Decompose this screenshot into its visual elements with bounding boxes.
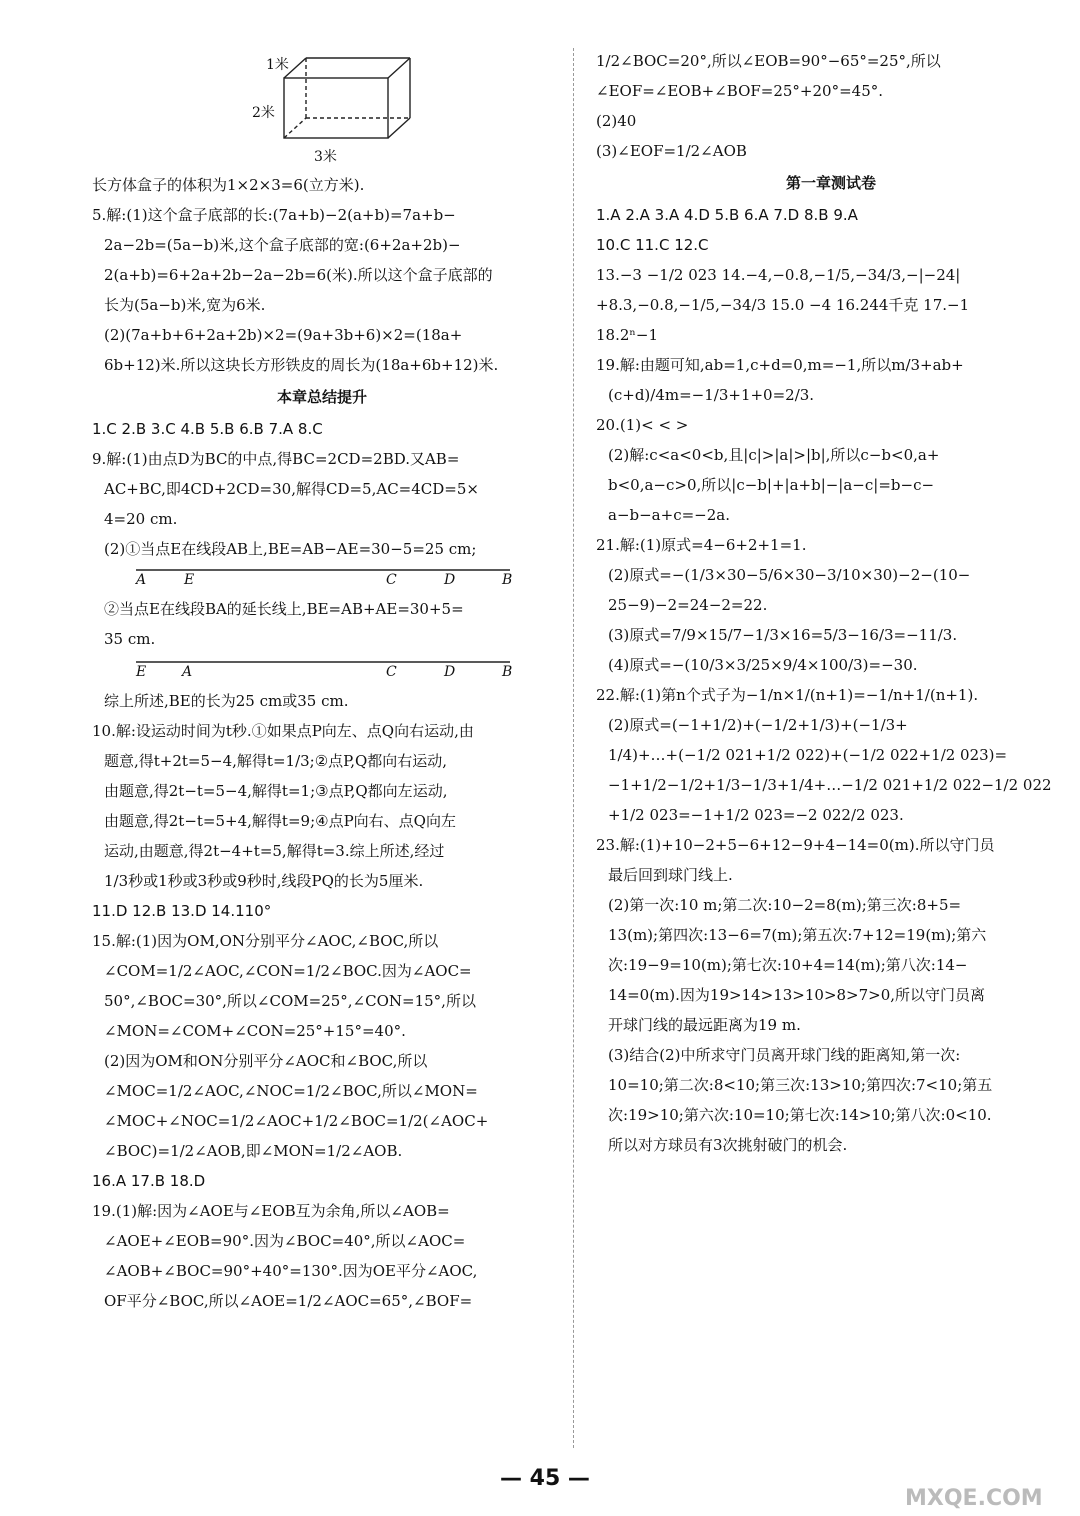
text-line: 35 cm. — [104, 630, 156, 648]
text-line: ∠MOC=1/2∠AOC,∠NOC=1/2∠BOC,所以∠MON= — [104, 1082, 478, 1100]
text-line: 18.2ⁿ−1 — [596, 326, 658, 344]
cuboid-side-label: 2米 — [252, 105, 275, 121]
text-line: +1/2 023=−1+1/2 023=−2 022/2 023. — [608, 806, 904, 824]
text-line: 次:19−9=10(m);第七次:10+4=14(m);第八次:14− — [608, 956, 968, 974]
text-line: 最后回到球门线上. — [608, 866, 733, 884]
text-line: ∠AOB+∠BOC=90°+40°=130°.因为OE平分∠AOC, — [104, 1262, 478, 1280]
point-label: D — [444, 664, 456, 680]
watermark-text: MXQE.COM — [905, 1486, 1043, 1511]
column-divider — [573, 48, 574, 1448]
text-line: 25−9)−2=24−2=22. — [608, 596, 768, 614]
section-title: 第一章测试卷 — [785, 174, 876, 192]
point-label: E — [136, 664, 147, 680]
text-line: ∠MOC+∠NOC=1/2∠AOC+1/2∠BOC=1/2(∠AOC+ — [104, 1112, 489, 1130]
text-line: ②当点E在线段BA的延长线上,BE=AB+AE=30+5= — [104, 600, 464, 618]
text-line: ∠COM=1/2∠AOC,∠CON=1/2∠BOC.因为∠AOC= — [104, 962, 472, 980]
point-label: A — [136, 572, 147, 588]
text-line: 长为(5a−b)米,宽为6米. — [104, 296, 266, 314]
text-line: 由题意,得2t−t=5−4,解得t=1;③点P,Q都向左运动, — [104, 782, 448, 800]
text-line: (2)第一次:10 m;第二次:10−2=8(m);第三次:8+5= — [608, 896, 962, 914]
answer-key-line: 16.A 17.B 18.D — [92, 1172, 206, 1190]
text-line: 次:19>10;第六次:10=10;第七次:14>10;第八次:0<10. — [608, 1106, 992, 1124]
text-line: 20.(1)< < > — [596, 416, 689, 434]
text-line: (3)结合(2)中所求守门员离开球门线的距离知,第一次: — [608, 1046, 961, 1064]
left-column — [92, 46, 552, 1316]
text-line: 运动,由题意,得2t−4+t=5,解得t=3.综上所述,经过 — [104, 842, 445, 860]
text-line: 长方体盒子的体积为1×2×3=6(立方米). — [92, 176, 365, 194]
text-line: 1/4)+…+(−1/2 021+1/2 022)+(−1/2 022+1/2 023)= — [608, 746, 1008, 764]
text-line: a−b−a+c=−2a. — [608, 506, 730, 524]
text-line: (2)原式=(−1+1/2)+(−1/2+1/3)+(−1/3+ — [608, 716, 908, 734]
text-line: 15.解:(1)因为OM,ON分别平分∠AOC,∠BOC,所以 — [92, 932, 439, 950]
text-line: 6b+12)米.所以这块长方形铁皮的周长为(18a+6b+12)米. — [104, 356, 499, 374]
text-line: (2)(7a+b+6+2a+2b)×2=(9a+3b+6)×2=(18a+ — [104, 326, 463, 344]
answer-key-line: 1.C 2.B 3.C 4.B 5.B 6.B 7.A 8.C — [92, 420, 323, 438]
text-line: 22.解:(1)第n个式子为−1/n×1/(n+1)=−1/n+1/(n+1). — [596, 686, 979, 704]
point-label: C — [386, 572, 397, 588]
text-line: OF平分∠BOC,所以∠AOE=1/2∠AOC=65°,∠BOF= — [104, 1292, 473, 1310]
text-line: b<0,a−c>0,所以|c−b|+|a+b|−|a−c|=b−c− — [608, 476, 935, 494]
text-line: (3)原式=7/9×15/7−1/3×16=5/3−16/3=−11/3. — [608, 626, 958, 644]
answer-key-line: 11.D 12.B 13.D 14.110° — [92, 902, 272, 920]
point-label: C — [386, 664, 397, 680]
text-line: 10.解:设运动时间为t秒.①如果点P向左、点Q向右运动,由 — [92, 722, 474, 740]
text-line: ∠MON=∠COM+∠CON=25°+15°=40°. — [104, 1022, 406, 1040]
segment-diagram-2 — [92, 654, 552, 686]
text-line: 4=20 cm. — [104, 510, 178, 528]
point-label: D — [444, 572, 456, 588]
text-line: (4)原式=−(10/3×3/25×9/4×100/3)=−30. — [608, 656, 918, 674]
point-label: A — [182, 664, 193, 680]
text-line: 1/3秒或1秒或3秒或9秒时,线段PQ的长为5厘米. — [104, 872, 424, 890]
text-line: 13(m);第四次:13−6=7(m);第五次:7+12=19(m);第六 — [608, 926, 987, 944]
section-title: 本章总结提升 — [276, 388, 367, 406]
text-line: 综上所述,BE的长为25 cm或35 cm. — [104, 692, 349, 710]
right-column — [596, 46, 1066, 1160]
text-line: 13.−3 −1/2 023 14.−4,−0.8,−1/5,−34/3,−|−24| — [596, 266, 961, 284]
text-line: ∠AOE+∠EOB=90°.因为∠BOC=40°,所以∠AOC= — [104, 1232, 466, 1250]
text-line: 19.解:由题可知,ab=1,c+d=0,m=−1,所以m/3+ab+ — [596, 356, 964, 374]
text-line: (2)原式=−(1/3×30−5/6×30−3/10×30)−2−(10− — [608, 566, 971, 584]
point-label: E — [184, 572, 195, 588]
text-line: (3)∠EOF=1/2∠AOB — [596, 142, 747, 160]
answer-key-line: 10.C 11.C 12.C — [596, 236, 709, 254]
point-label: B — [502, 572, 513, 588]
text-line: ∠EOF=∠EOB+∠BOF=25°+20°=45°. — [596, 82, 884, 100]
text-line: (2)因为OM和ON分别平分∠AOC和∠BOC,所以 — [104, 1052, 428, 1070]
point-label: B — [502, 664, 513, 680]
text-line: 23.解:(1)+10−2+5−6+12−9+4−14=0(m).所以守门员 — [596, 836, 995, 854]
text-line: 5.解:(1)这个盒子底部的长:(7a+b)−2(a+b)=7a+b− — [92, 206, 456, 224]
text-line: 21.解:(1)原式=4−6+2+1=1. — [596, 536, 807, 554]
page-number: — 45 — — [500, 1466, 590, 1491]
text-line: 10=10;第二次:8<10;第三次:13>10;第四次:7<10;第五 — [608, 1076, 993, 1094]
text-line: 1/2∠BOC=20°,所以∠EOB=90°−65°=25°,所以 — [596, 52, 941, 70]
text-line: +8.3,−0.8,−1/5,−34/3 15.0 −4 16.244千克 17.−1 — [596, 296, 970, 314]
text-line: (c+d)/4m=−1/3+1+0=2/3. — [608, 386, 815, 404]
answer-key-line: 1.A 2.A 3.A 4.D 5.B 6.A 7.D 8.B 9.A — [596, 206, 858, 224]
text-line: 题意,得t+2t=5−4,解得t=1/3;②点P,Q都向右运动, — [104, 752, 448, 770]
text-line: (2)解:c<a<0<b,且|c|>|a|>|b|,所以c−b<0,a+ — [608, 446, 940, 464]
text-line: 19.(1)解:因为∠AOE与∠EOB互为余角,所以∠AOB= — [92, 1202, 450, 1220]
text-line: (2)40 — [596, 112, 637, 130]
text-line: ∠BOC)=1/2∠AOB,即∠MON=1/2∠AOB. — [104, 1142, 403, 1160]
text-line: 2a−2b=(5a−b)米,这个盒子底部的宽:(6+2a+2b)− — [104, 236, 461, 254]
text-line: 50°,∠BOC=30°,所以∠COM=25°,∠CON=15°,所以 — [104, 992, 476, 1010]
cuboid-figure — [92, 46, 552, 170]
text-line: 由题意,得2t−t=5+4,解得t=9;④点P向右、点Q向左 — [104, 812, 456, 830]
text-line: AC+BC,即4CD+2CD=30,解得CD=5,AC=4CD=5× — [104, 480, 479, 498]
segment-diagram-1 — [92, 564, 552, 594]
cuboid-height-label: 1米 — [266, 57, 289, 73]
text-line: 所以对方球员有3次挑射破门的机会. — [608, 1136, 848, 1154]
cuboid-bottom-label: 3米 — [314, 149, 337, 165]
text-line: 9.解:(1)由点D为BC的中点,得BC=2CD=2BD.又AB= — [92, 450, 460, 468]
text-line: 开球门线的最远距离为19 m. — [608, 1016, 801, 1034]
text-line: −1+1/2−1/2+1/3−1/3+1/4+…−1/2 021+1/2 022−1/2 022 — [608, 776, 1052, 794]
text-line: (2)①当点E在线段AB上,BE=AB−AE=30−5=25 cm; — [104, 540, 477, 558]
text-line: 14=0(m).因为19>14>13>10>8>7>0,所以守门员离 — [608, 986, 986, 1004]
text-line: 2(a+b)=6+2a+2b−2a−2b=6(米).所以这个盒子底部的 — [104, 266, 493, 284]
